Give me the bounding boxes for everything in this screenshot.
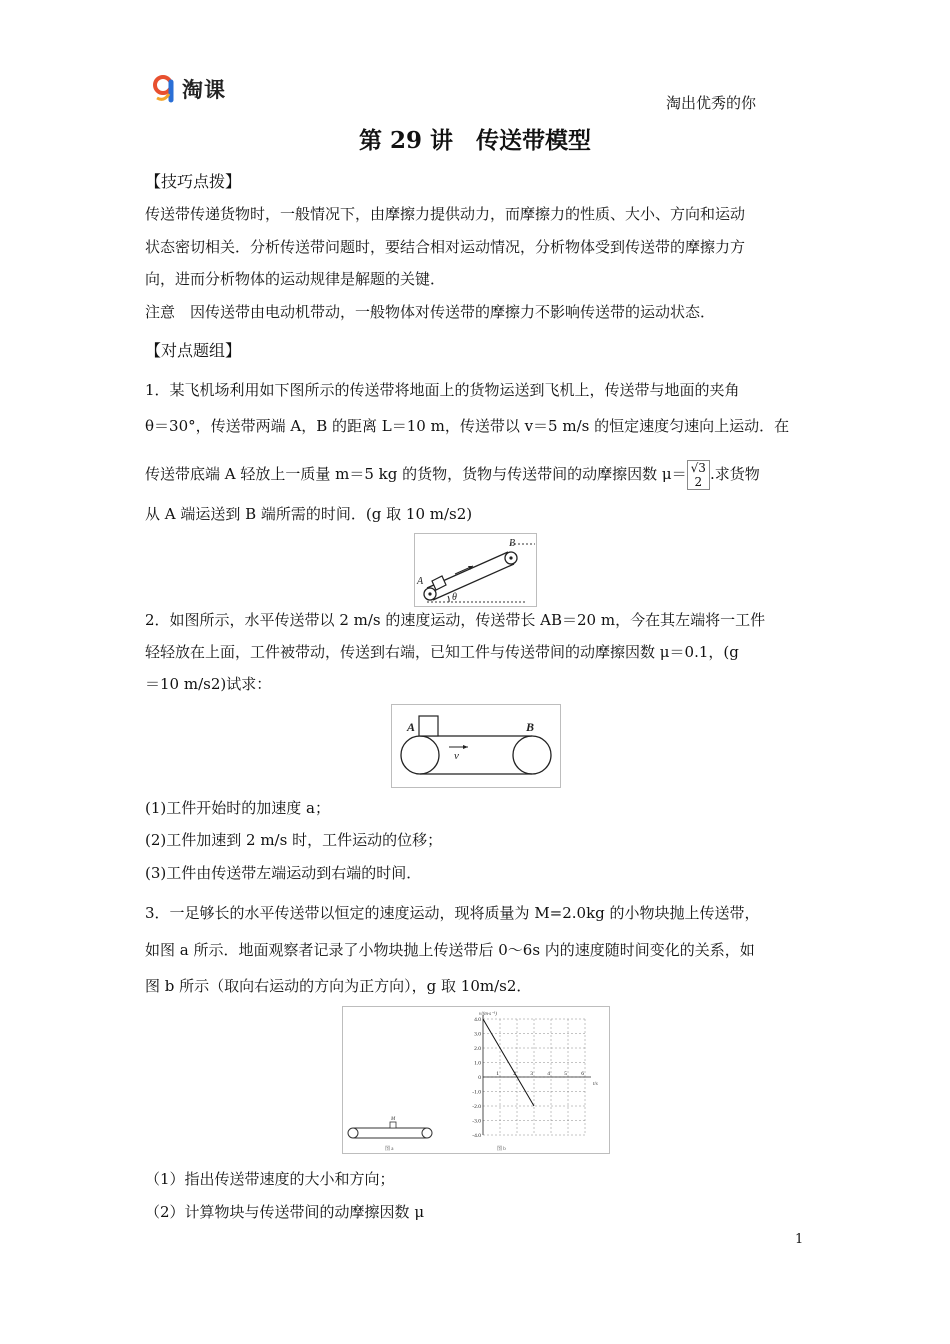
label-b: B — [526, 720, 535, 734]
page-number: 1 — [795, 1232, 804, 1247]
fraction-numerator: √3 — [690, 461, 706, 475]
y-tick-label: -4.0 — [472, 1133, 481, 1139]
x-tick-label: 5 — [564, 1071, 567, 1077]
q2-line: 2．如图所示，水平传送带以 2 m/s 的速度运动，传送带长 AB＝20 m，今在其左端将一工件 — [145, 611, 766, 629]
logo-mark-icon — [152, 74, 182, 104]
page-title: 第 29 讲 传送带模型 — [358, 127, 592, 154]
y-tick-label: 2.0 — [474, 1046, 481, 1052]
label-a: A — [407, 720, 416, 734]
fraction-denominator: 2 — [694, 475, 703, 489]
header-slogan: 淘出优秀的你 — [666, 94, 757, 112]
figure-3-canvas — [343, 1007, 609, 1153]
q3-line: 3．一足够长的水平传送带以恒定的速度运动，现将质量为 M=2.0kg 的小物块抛上传送带， — [145, 904, 760, 922]
logo — [152, 74, 244, 104]
q1-line: θ＝30°，传送带两端 A，B 的距离 L＝10 m，传送带以 v＝5 m/s 的恒定速度匀速向上运动．在 — [145, 417, 790, 435]
y-tick-label: 3.0 — [474, 1031, 481, 1038]
q1-line: 从 A 端运送到 B 端所需的时间．(g 取 10 m/s2) — [145, 505, 473, 523]
q3-subquestion: （1）指出传送带速度的大小和方向； — [145, 1170, 395, 1188]
x-tick-label: 4 — [547, 1071, 550, 1077]
x-axis-label: t/s — [593, 1082, 598, 1087]
figure-a-belt — [348, 1117, 432, 1152]
x-tick-label: 6 — [581, 1071, 584, 1077]
y-tick-label: -1.0 — [472, 1089, 481, 1096]
q1-line-tail: .求货物 — [709, 465, 760, 483]
label-v: v — [454, 750, 459, 762]
q3-line: 图 b 所示（取向右运动的方向为正方向），g 取 10m/s2． — [145, 977, 532, 995]
y-tick-label: 1.0 — [474, 1060, 481, 1067]
y-tick-label: -3.0 — [472, 1118, 481, 1125]
q2-subquestion: (1)工件开始时的加速度 a； — [145, 799, 330, 817]
q2-subquestion: (2)工件加速到 2 m/s 时，工件运动的位移； — [145, 831, 443, 849]
section-heading-tips: 【技巧点拨】 — [145, 172, 242, 191]
x-tick-label: 3 — [530, 1071, 533, 1077]
q3-subquestion: （2）计算物块与传送带间的动摩擦因数 μ — [145, 1203, 425, 1221]
vt-chart — [472, 1011, 597, 1152]
q1-line: 1．某飞机场利用如下图所示的传送带将地面上的货物运送到飞机上，传送带与地面的夹角 — [145, 381, 740, 399]
figure-horizontal-conveyor — [391, 704, 561, 788]
figure-inclined-conveyor — [414, 533, 537, 607]
y-tick-label: -2.0 — [472, 1104, 481, 1110]
label-theta: θ — [452, 592, 457, 603]
paragraph-line: 状态密切相关．分析传送带问题时，要结合相对运动情况，分析物体受到传送带的摩擦力方 — [145, 238, 746, 256]
y-tick-label: 0 — [478, 1075, 481, 1081]
series-line — [483, 1019, 534, 1106]
section-heading-exercises: 【对点题组】 — [145, 341, 242, 360]
logo-text: 淘课 — [182, 78, 226, 102]
fig-b-caption: 图 b — [497, 1147, 506, 1152]
figure-conveyor-and-graph — [342, 1006, 610, 1154]
inclined-conveyor-diagram — [415, 534, 536, 606]
label-a: A — [417, 576, 424, 587]
q2-line: ＝10 m/s2)试求： — [145, 675, 272, 693]
y-axis-label: v/(m·s⁻¹) — [479, 1012, 497, 1017]
q3-line: 如图 a 所示．地面观察者记录了小物块抛上传送带后 0～6s 内的速度随时间变化的关系，如 — [145, 941, 755, 959]
paragraph-note: 注意 因传送带由电动机带动，一般物体对传送带的摩擦力不影响传送带的运动状态． — [145, 303, 716, 321]
x-tick-label: 1 — [496, 1071, 499, 1077]
mu-fraction — [687, 460, 710, 490]
q2-line: 轻轻放在上面，工件被带动，传送到右端，已知工件与传送带间的动摩擦因数 μ＝0.1，(g — [145, 643, 739, 661]
horizontal-conveyor-diagram — [392, 705, 560, 787]
y-tick-label: 4.0 — [474, 1017, 481, 1023]
paragraph-line: 传送带传递货物时，一般情况下，由摩擦力提供动力，而摩擦力的性质、大小、方向和运动 — [145, 205, 746, 223]
paragraph-line: 向，进而分析物体的运动规律是解题的关键． — [145, 270, 446, 288]
q2-subquestion: (3)工件由传送带左端运动到右端的时间． — [145, 864, 422, 882]
x-tick-label: 2 — [513, 1071, 516, 1077]
fig-a-caption: 图 a — [385, 1147, 394, 1152]
label-m: M — [391, 1117, 396, 1122]
q1-line-with-fraction — [145, 460, 810, 490]
label-b: B — [509, 538, 516, 549]
q1-line-text: 传送带底端 A 轻放上一质量 m＝5 kg 的货物，货物与传送带间的动摩擦因数 μ＝ — [145, 465, 687, 483]
